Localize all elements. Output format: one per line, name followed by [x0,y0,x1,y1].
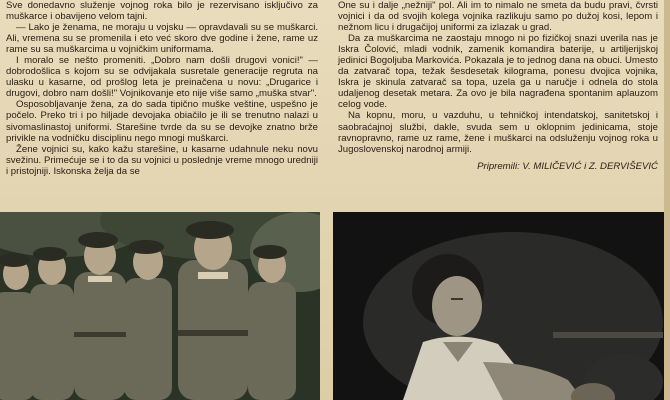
paragraph-5: Žene vojnici su, kako kažu starešine, u kasarne udahnule neku novu svežinu. Primećuje se i to da su vojnici u poslednje vreme mnogo uredniji i pristojniji. Iskonska želja da se [6,143,318,177]
paragraph-6: One su i dalje „nežniji" pol. Ali im to nimalo ne smeta da budu pravi, čvrsti vojnici i da od svojih kolega vojnika razlikuju samo po dužoj kosi, lepom i nežnom licu i drugačijoj uniformi za izlazak u grad. [338,0,658,34]
page-edge [664,0,670,400]
article-right-column [338,0,658,172]
paragraph-1: Sve donedavno služenje vojnog roka bilo je rezervisano isključivo za muškarce i obavijeno velom tajni. [6,0,318,23]
paragraph-8: Na kopnu, moru, u vazduhu, u tehničkoj intendatskoj, sanitetskoj i saobraćajnoj službi, dakle, svuda sem u oklopnim jedinicama, stoje ravnopravno, rame uz rame, žene i muškarci na odsluženju vojnog roka u Jugoslovenskoj narodnoj armiji. [338,110,658,155]
author-signature: Pripremili: V. MILIČEVIĆ i Z. DERVIŠEVIĆ [477,160,658,172]
paragraph-3: I moralo se nešto promeniti. „Dobro nam došli drugovi vonici!" — dobrodošlica s kojom su se odvijakala susretale generacije regruta na ulasku u kasarne, od prošlog leta je preinačena u novu: „Drugarice i drugovi, dobro nam došli!" Vojnikovanje eto nije više samo „muška stvar". [6,55,318,100]
paragraph-7: Da za muškarcima ne zaostaju mnogo ni po fizičkoj snazi uverila nas je Iskra Čolović, mladi vodnik, zamenik komandira baterije, u artiljerijskoj jedinici Bogoljuba Markovića. Pokazala je to jednog dana na obuci. Umesto da zatvarač topa, težak šesdesetak kilograma, ponesu dvojica vojnika, Iskra je skinula zatvarač sa topa, uzela ga u naručje i odnela do stola udaljenog desetak metara. Za ovo je bila nagrađena spontanim aplauzom celog vode. [338,33,658,111]
photo-female-soldier-portrait [333,212,666,400]
photo-female-soldiers-formation [0,212,320,400]
article-left-column [6,0,318,177]
paragraph-2: — Lako je ženama, ne moraju u vojsku — opravdavali su se muškarci. Ali, vremena su se promenila i eto već skoro dve godine i žene, rame uz rame su sa muškarcima u vojničkim uniformama. [6,22,318,56]
portrait-illustration [333,212,666,400]
soldiers-illustration [0,212,320,400]
paragraph-4: Osposobljavanje žena, za do sada tipično muške veštine, uspešno je počelo. Preko tri i po hiljade devojaka obiačilo je ili se trenutno nalazi u sivomaslinastoj uniformi. Starešine tvrde da su se devojke znatno brže privikle na vodničku disciplinu nego mnogi muškarci. [6,99,318,144]
